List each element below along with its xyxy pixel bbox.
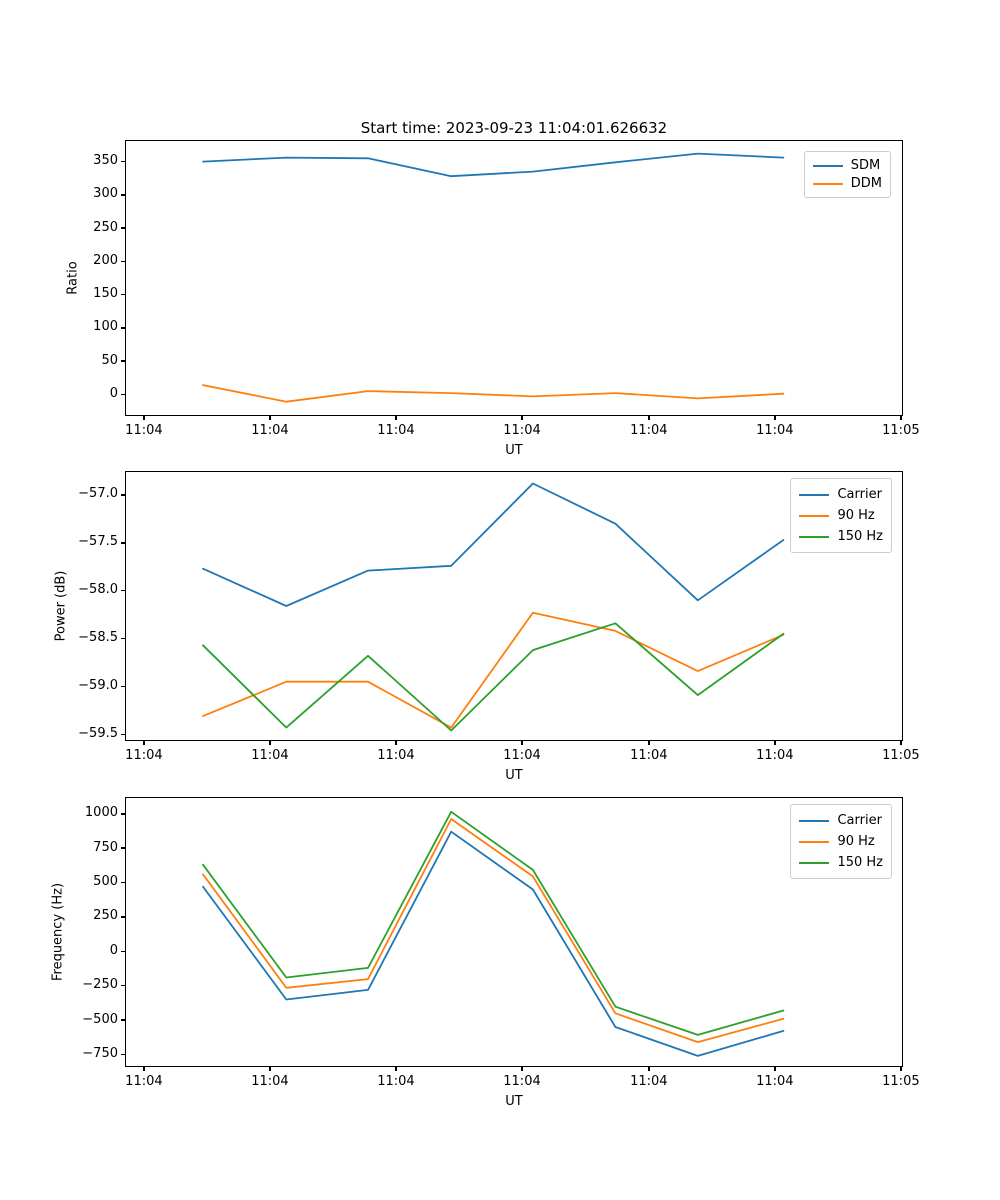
x-tick-mark	[395, 416, 397, 420]
y-tick-mark	[121, 686, 125, 688]
y-tick-label: −59.5	[78, 725, 118, 741]
x-tick-mark	[900, 741, 902, 745]
y-tick-mark	[121, 882, 125, 884]
y-tick-label: 100	[93, 319, 118, 335]
x-tick-label: 11:04	[251, 1074, 289, 1089]
x-tick-mark	[774, 1067, 776, 1071]
x-tick-label: 11:04	[377, 1074, 415, 1089]
x-tick-mark	[143, 1067, 145, 1071]
frequency-plot	[82, 797, 920, 1089]
legend-item	[799, 527, 883, 546]
y-tick-label: −750	[82, 1046, 118, 1062]
plot-canvas	[126, 798, 904, 1068]
x-tick-mark	[269, 1067, 271, 1071]
x-tick-mark	[143, 416, 145, 420]
carrier-line	[203, 484, 783, 607]
x-tick-mark	[900, 1067, 902, 1071]
x-tick-label: 11:04	[251, 423, 289, 438]
y-tick-mark	[121, 194, 125, 196]
legend-item	[813, 157, 882, 174]
x-tick-label: 11:04	[630, 748, 668, 763]
y-tick-mark	[121, 734, 125, 736]
x-tick-label: 11:04	[125, 423, 163, 438]
y-tick-mark	[121, 638, 125, 640]
150-hz-line	[203, 623, 783, 730]
x-tick-label: 11:04	[125, 1074, 163, 1089]
sdm-line	[203, 154, 783, 177]
y-tick-label: −59.0	[78, 677, 118, 693]
x-tick-label: 11:04	[377, 423, 415, 438]
x-tick-label: 11:04	[251, 748, 289, 763]
y-tick-mark	[121, 261, 125, 263]
ratio-plot	[93, 140, 920, 438]
legend-line-swatch	[799, 862, 829, 864]
legend-item	[799, 832, 883, 851]
y-tick-mark	[121, 847, 125, 849]
x-axis-label-ut-top: UT	[505, 443, 523, 458]
y-tick-label: 0	[109, 385, 118, 401]
x-tick-label: 11:05	[882, 1074, 920, 1089]
x-axis-label-ut-middle: UT	[505, 768, 523, 783]
x-tick-label: 11:04	[630, 423, 668, 438]
x-axis-label-ut-bottom: UT	[505, 1094, 523, 1109]
y-tick-label: 300	[93, 186, 118, 202]
y-tick-mark	[121, 590, 125, 592]
plot-canvas	[126, 141, 904, 417]
y-tick-mark	[121, 813, 125, 815]
x-tick-mark	[395, 741, 397, 745]
y-tick-mark	[121, 494, 125, 496]
legend	[790, 478, 892, 553]
legend-label: DDM	[850, 176, 882, 191]
y-tick-label: 350	[93, 153, 118, 169]
x-tick-mark	[774, 741, 776, 745]
y-tick-mark	[121, 985, 125, 987]
y-tick-label: 200	[93, 252, 118, 268]
y-tick-label: −250	[82, 977, 118, 993]
legend-line-swatch	[799, 494, 829, 496]
y-tick-mark	[121, 951, 125, 953]
y-tick-mark	[121, 1054, 125, 1056]
y-tick-mark	[121, 542, 125, 544]
legend-label: 150 Hz	[837, 529, 883, 544]
y-tick-label: −57.5	[78, 534, 118, 550]
150-hz-line	[203, 812, 783, 1035]
y-tick-mark	[121, 327, 125, 329]
90-hz-line	[203, 819, 783, 1042]
x-tick-mark	[143, 741, 145, 745]
legend-line-swatch	[799, 536, 829, 538]
x-tick-label: 11:05	[882, 748, 920, 763]
legend-label: SDM	[850, 158, 881, 173]
legend-item	[799, 853, 883, 872]
x-tick-label: 11:04	[630, 1074, 668, 1089]
legend-label: Carrier	[837, 487, 882, 502]
x-tick-mark	[648, 1067, 650, 1071]
y-tick-mark	[121, 360, 125, 362]
x-tick-label: 11:05	[882, 423, 920, 438]
x-tick-mark	[521, 1067, 523, 1071]
legend-item	[799, 811, 883, 830]
x-tick-mark	[269, 741, 271, 745]
legend-label: 90 Hz	[837, 834, 875, 849]
y-tick-label: 50	[101, 352, 118, 368]
y-tick-mark	[121, 161, 125, 163]
legend-line-swatch	[799, 841, 829, 843]
y-tick-label: −500	[82, 1011, 118, 1027]
plot-canvas	[126, 472, 904, 742]
legend-line-swatch	[813, 183, 843, 185]
x-tick-mark	[774, 416, 776, 420]
legend-line-swatch	[813, 165, 843, 167]
legend-label: 90 Hz	[837, 508, 875, 523]
x-tick-label: 11:04	[125, 748, 163, 763]
90-hz-line	[203, 613, 783, 728]
y-tick-mark	[121, 1019, 125, 1021]
y-tick-mark	[121, 916, 125, 918]
y-tick-label: −57.0	[78, 486, 118, 502]
legend-item	[813, 175, 882, 192]
x-tick-label: 11:04	[503, 748, 541, 763]
y-tick-label: 250	[93, 219, 118, 235]
legend-label: Carrier	[837, 813, 882, 828]
x-tick-label: 11:04	[503, 1074, 541, 1089]
y-tick-label: 750	[93, 839, 118, 855]
y-axis-label-frequency: Frequency (Hz)	[50, 882, 66, 982]
y-tick-label: 0	[109, 942, 118, 958]
carrier-line	[203, 832, 783, 1056]
x-tick-mark	[521, 741, 523, 745]
x-tick-mark	[648, 416, 650, 420]
y-tick-label: −58.0	[78, 582, 118, 598]
y-tick-mark	[121, 394, 125, 396]
ddm-line	[203, 385, 783, 402]
y-axis-label-ratio: Ratio	[65, 261, 81, 295]
x-tick-mark	[269, 416, 271, 420]
x-tick-label: 11:04	[756, 1074, 794, 1089]
y-tick-label: −58.5	[78, 630, 118, 646]
legend-item	[799, 485, 883, 504]
x-tick-mark	[521, 416, 523, 420]
y-tick-label: 1000	[84, 805, 118, 821]
y-tick-label: 250	[93, 908, 118, 924]
y-tick-mark	[121, 294, 125, 296]
legend-label: 150 Hz	[837, 855, 883, 870]
y-tick-mark	[121, 227, 125, 229]
legend	[790, 804, 892, 879]
x-tick-label: 11:04	[377, 748, 415, 763]
legend-line-swatch	[799, 820, 829, 822]
x-tick-mark	[648, 741, 650, 745]
power-plot	[78, 471, 920, 763]
x-tick-mark	[395, 1067, 397, 1071]
x-tick-mark	[900, 416, 902, 420]
legend	[804, 151, 891, 198]
y-tick-label: 150	[93, 286, 118, 302]
legend-line-swatch	[799, 515, 829, 517]
y-tick-label: 500	[93, 874, 118, 890]
y-axis-label-power: Power (dB)	[53, 570, 69, 642]
chart-title: Start time: 2023-09-23 11:04:01.626632	[360, 119, 668, 137]
x-tick-label: 11:04	[756, 423, 794, 438]
legend-item	[799, 506, 883, 525]
x-tick-label: 11:04	[503, 423, 541, 438]
x-tick-label: 11:04	[756, 748, 794, 763]
